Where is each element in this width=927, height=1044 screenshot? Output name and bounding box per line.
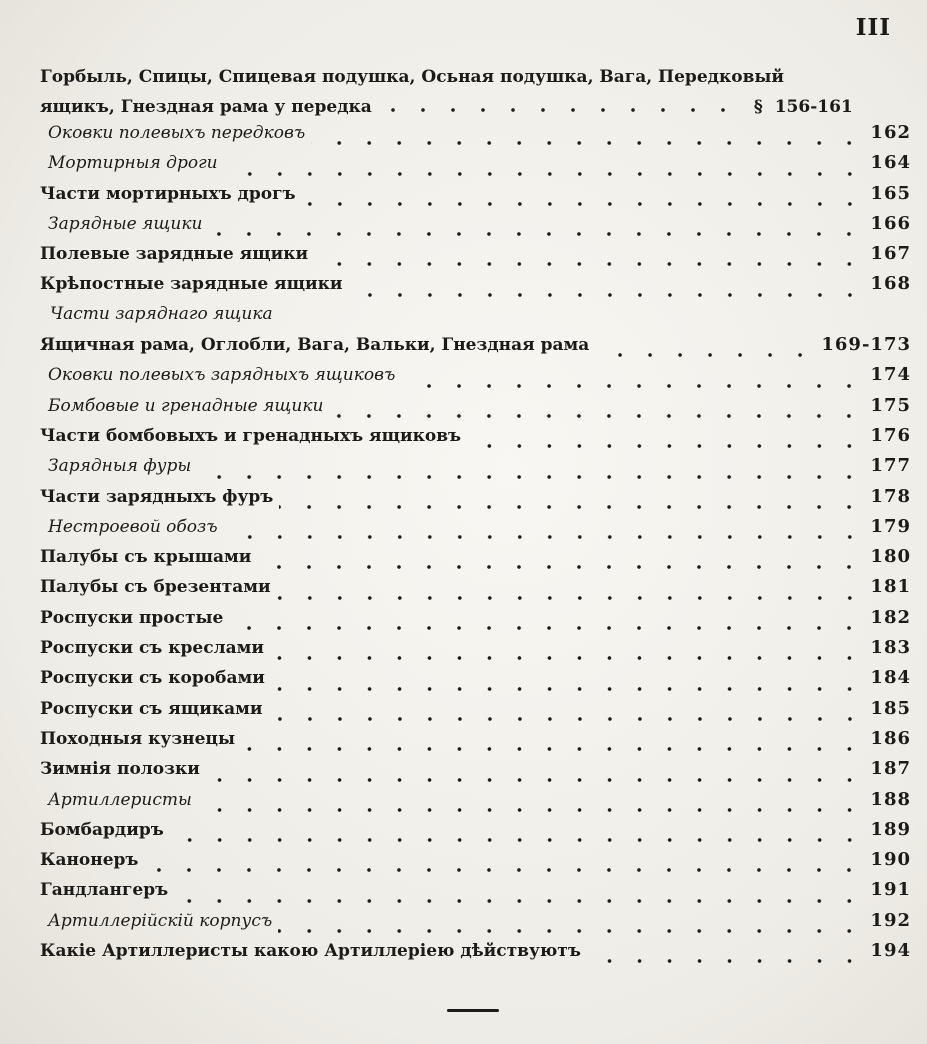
toc-entry-page: 189 <box>870 818 911 840</box>
toc-entry-page: 185 <box>870 697 911 719</box>
toc-entry-page: 183 <box>870 637 911 659</box>
dot-leader <box>257 559 864 576</box>
toc-entry <box>40 758 911 788</box>
toc-entry-title: Мортирныя дроги <box>48 153 218 174</box>
dot-leader <box>224 529 865 546</box>
toc-entry <box>40 395 911 425</box>
dot-leader <box>401 378 864 395</box>
toc-entry-page: 190 <box>870 849 911 871</box>
dot-leader <box>467 438 864 455</box>
toc-entry <box>40 455 911 485</box>
toc-entry-page: 166 <box>870 212 911 234</box>
toc-entry <box>40 425 911 455</box>
toc-entry-title: Походныя кузнецы <box>40 728 236 749</box>
toc-entry-page: 184 <box>870 667 911 689</box>
dot-leader <box>277 590 865 607</box>
dot-leader <box>278 923 864 940</box>
toc-entry-title: Какіе Артиллеристы какою Артиллеріею дѣйствуютъ <box>40 941 581 962</box>
toc-entry-page: 192 <box>870 909 911 931</box>
toc-entry <box>40 273 911 303</box>
toc-entry-page: 167 <box>870 243 911 265</box>
dot-leader <box>314 256 864 273</box>
dot-leader <box>378 102 748 114</box>
toc-entry <box>40 334 911 364</box>
toc-entry-page: 162 <box>870 122 911 143</box>
toc-entry-title: Полевые зарядные ящики <box>40 244 309 265</box>
toc-entry <box>40 819 911 849</box>
toc-entry-page: 165 <box>870 182 911 204</box>
dot-leader <box>269 711 865 728</box>
dot-leader <box>595 347 815 364</box>
toc-entry-title: Палубы съ брезентами <box>40 577 271 598</box>
toc-entry-title: Зарядные ящики <box>48 213 203 234</box>
toc-entry-title: Зарядныя фуры <box>48 456 192 477</box>
toc-entry-page: 188 <box>870 788 911 810</box>
toc-entry-title: Гандлангеръ <box>40 880 169 901</box>
toc-entry-page: 175 <box>870 394 911 416</box>
dot-leader <box>587 953 865 970</box>
intro-line-2 <box>40 92 911 122</box>
toc-entry-title: Роспуски съ коробами <box>40 668 265 689</box>
closing-rule <box>447 1009 499 1012</box>
dot-leader <box>206 772 865 789</box>
dot-leader <box>224 166 865 183</box>
toc-entry <box>40 849 911 879</box>
toc-entry-title: Нестроевой обозъ <box>48 516 218 537</box>
toc-entry <box>40 213 911 243</box>
toc-entry-page: 182 <box>870 606 911 628</box>
toc-entry-page: 168 <box>870 273 911 295</box>
toc-entry-page: 179 <box>870 515 911 537</box>
toc-entry <box>40 728 911 758</box>
toc-intro-entry <box>40 62 911 122</box>
dot-leader <box>349 287 865 304</box>
toc-entry-page: 176 <box>870 424 911 446</box>
toc-entry <box>40 910 911 940</box>
toc-entry-title: Ящичная рама, Оглобли, Вага, Вальки, Гнездная рама <box>40 335 590 356</box>
toc-entry-title: Части зарядныхъ фуръ <box>40 486 274 507</box>
toc-entry-page: 180 <box>870 546 911 568</box>
intro-page-range: 156-161 <box>774 97 853 117</box>
toc-entry <box>40 152 911 182</box>
toc-entry <box>40 486 911 516</box>
toc-entry <box>40 637 911 667</box>
toc-entry <box>40 304 911 334</box>
toc-entry <box>40 516 911 546</box>
toc-entry-title: Зимнія полозки <box>40 759 200 780</box>
toc-entry-title: Оковки полевыхъ передковъ <box>48 123 306 143</box>
toc-entry-title: Части мортирныхъ дрогъ <box>40 183 296 204</box>
dot-leader <box>241 741 864 758</box>
toc-entry-title: Роспуски простые <box>40 607 224 628</box>
toc-entry-page: 186 <box>870 727 911 749</box>
toc-entry <box>40 243 911 273</box>
table-of-contents <box>40 122 911 970</box>
intro-line-1: Горбыль, Спицы, Спицевая подушка, Осьная подушка, Вага, Передковый <box>40 67 785 87</box>
toc-entry-title: Артиллеристы <box>48 789 192 810</box>
toc-entry-page: 177 <box>870 455 911 477</box>
toc-entry-title: Бомбовые и гренадные ящики <box>48 395 324 416</box>
toc-entry-page: 178 <box>870 485 911 507</box>
toc-entry-title: Крѣпостные зарядные ящики <box>40 274 343 295</box>
toc-entry-page: 194 <box>870 940 911 962</box>
toc-entry-page: 187 <box>870 758 911 780</box>
dot-leader <box>229 620 864 637</box>
toc-entry-page: 169-173 <box>821 334 911 356</box>
dot-leader <box>311 135 864 152</box>
section-mark: § <box>753 97 763 117</box>
dot-leader <box>302 196 865 213</box>
toc-entry-title: Палубы съ крышами <box>40 547 252 568</box>
dot-leader <box>208 226 864 243</box>
toc-entry-title: Канонеръ <box>40 850 139 871</box>
intro-line-2-text: ящикъ, Гнездная рама у передка <box>40 97 372 117</box>
toc-entry-title: Части заряднаго ящика <box>50 303 273 324</box>
dot-leader <box>271 681 865 698</box>
toc-entry-title: Части бомбовыхъ и гренадныхъ ящиковъ <box>40 425 462 446</box>
dot-leader <box>198 802 865 819</box>
toc-entry <box>40 576 911 606</box>
toc-entry <box>40 546 911 576</box>
toc-entry-title: Артиллерійскій корпусъ <box>48 910 273 931</box>
toc-entry-page: 164 <box>870 152 911 174</box>
dot-leader <box>174 893 864 910</box>
toc-entry <box>40 607 911 637</box>
toc-entry <box>40 364 911 394</box>
dot-leader <box>144 862 864 879</box>
toc-entry-title: Роспуски съ ящиками <box>40 698 263 719</box>
toc-entry <box>40 122 911 152</box>
dot-leader <box>270 650 864 667</box>
toc-entry-title: Бомбардиръ <box>40 819 164 840</box>
toc-entry <box>40 879 911 909</box>
dot-leader <box>170 832 865 849</box>
toc-entry-title: Оковки полевыхъ зарядныхъ ящиковъ <box>48 365 396 386</box>
toc-entry-page: 191 <box>870 879 911 901</box>
dot-leader <box>197 469 864 486</box>
toc-entry <box>40 940 911 970</box>
dot-leader <box>279 499 864 516</box>
dot-leader <box>329 408 864 425</box>
toc-entry-title: Роспуски съ креслами <box>40 638 264 659</box>
toc-entry <box>40 698 911 728</box>
toc-entry-page: 181 <box>870 576 911 598</box>
toc-entry-page: 174 <box>870 364 911 386</box>
toc-entry <box>40 789 911 819</box>
toc-entry <box>40 667 911 697</box>
toc-entry <box>40 183 911 213</box>
page-folio: III <box>855 14 891 41</box>
